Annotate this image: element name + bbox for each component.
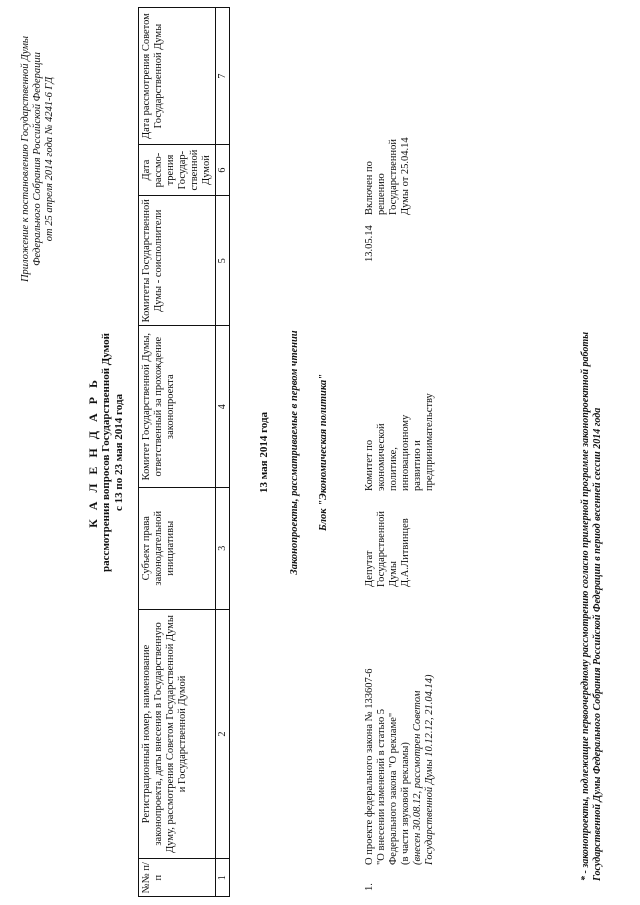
appendix-line: от 25 апреля 2014 года № 4241-6 ГД bbox=[44, 76, 55, 242]
title-dates: с 13 по 23 мая 2014 года bbox=[113, 393, 125, 512]
appendix-note bbox=[20, 9, 56, 309]
initiative-subject: Депутат Государственной Думы Д.А.Литвинцев bbox=[364, 511, 411, 587]
bill-title-line: (в части звуковой рекламы) bbox=[400, 742, 411, 865]
appendix-line: Приложение к постановлению Государственной Думы bbox=[20, 35, 31, 283]
header-cell: Дата рассмотрения Советом Государственной Думы bbox=[139, 8, 216, 145]
title-sub: рассмотрения вопросов Государственной Думой bbox=[100, 333, 112, 572]
column-number: 6 bbox=[216, 145, 230, 196]
header-cell: Комитеты Государственной Думы - соисполнители bbox=[139, 196, 216, 326]
footnote-line: * - законопроекты, подлежащие первоочередному рассмотрению согласно примерной программе законопроектной работы bbox=[580, 331, 591, 881]
bill-title bbox=[364, 635, 436, 865]
bill-dates-line: Государственной Думы 10.12.12, 21.04.14) bbox=[424, 674, 435, 865]
title-main: К А Л Е Н Д А Р Ь bbox=[86, 377, 100, 528]
duma-review-date: 13.05.14 bbox=[364, 225, 375, 262]
council-review-note: Включен по решению Государственной Думы от 25.04.14 bbox=[364, 137, 411, 215]
column-number: 7 bbox=[216, 8, 230, 145]
header-cell: №№ п/п bbox=[139, 859, 216, 897]
day-heading: 13 мая 2014 года bbox=[258, 411, 270, 494]
bill-dates-line: (внесен 30.08.12, рассмотрен Советом bbox=[412, 690, 423, 865]
footnote-line: Государственной Думы Федерального Собрания Российской Федерации в период весенней сессии 2014 года bbox=[592, 407, 603, 881]
calendar-title bbox=[86, 0, 126, 905]
header-cell: Регистрационный номер, наименование законопроекта, даты внесения в Государственную Думу, рассмотрения Советом Государственной Думы и Государственной Думой bbox=[139, 609, 216, 859]
column-number: 5 bbox=[216, 196, 230, 326]
column-number: 2 bbox=[216, 609, 230, 859]
responsible-committee: Комитет по экономической политике, инновационному развитию и предпринимательству bbox=[364, 393, 435, 491]
header-cell: Дата рассмо-трения Государ-ственной Думой bbox=[139, 145, 216, 196]
bill-title-line: О проекте федерального закона № 133607-6 bbox=[364, 668, 375, 865]
appendix-line: Федерального Собрания Российской Федерации bbox=[32, 52, 43, 266]
section-heading: Законопроекты, рассматриваемые в первом чтении bbox=[289, 330, 300, 575]
column-number-row bbox=[216, 8, 230, 897]
column-number: 4 bbox=[216, 326, 230, 487]
block-heading: Блок "Экономическая политика" bbox=[318, 373, 329, 532]
header-cell: Комитет Государственной Думы, ответственный за прохождение законопроекта bbox=[139, 326, 216, 487]
bill-title-line: "О внесении изменений в статью 5 bbox=[376, 708, 387, 865]
column-number: 3 bbox=[216, 487, 230, 609]
column-number: 1 bbox=[216, 859, 230, 897]
header-row bbox=[139, 8, 216, 897]
calendar-table bbox=[138, 7, 230, 897]
row-number: 1. bbox=[364, 883, 375, 891]
footnote bbox=[580, 241, 604, 881]
bill-title-line: Федерального закона "О рекламе" bbox=[388, 712, 399, 865]
header-cell: Субъект права законодательной инициативы bbox=[139, 487, 216, 609]
